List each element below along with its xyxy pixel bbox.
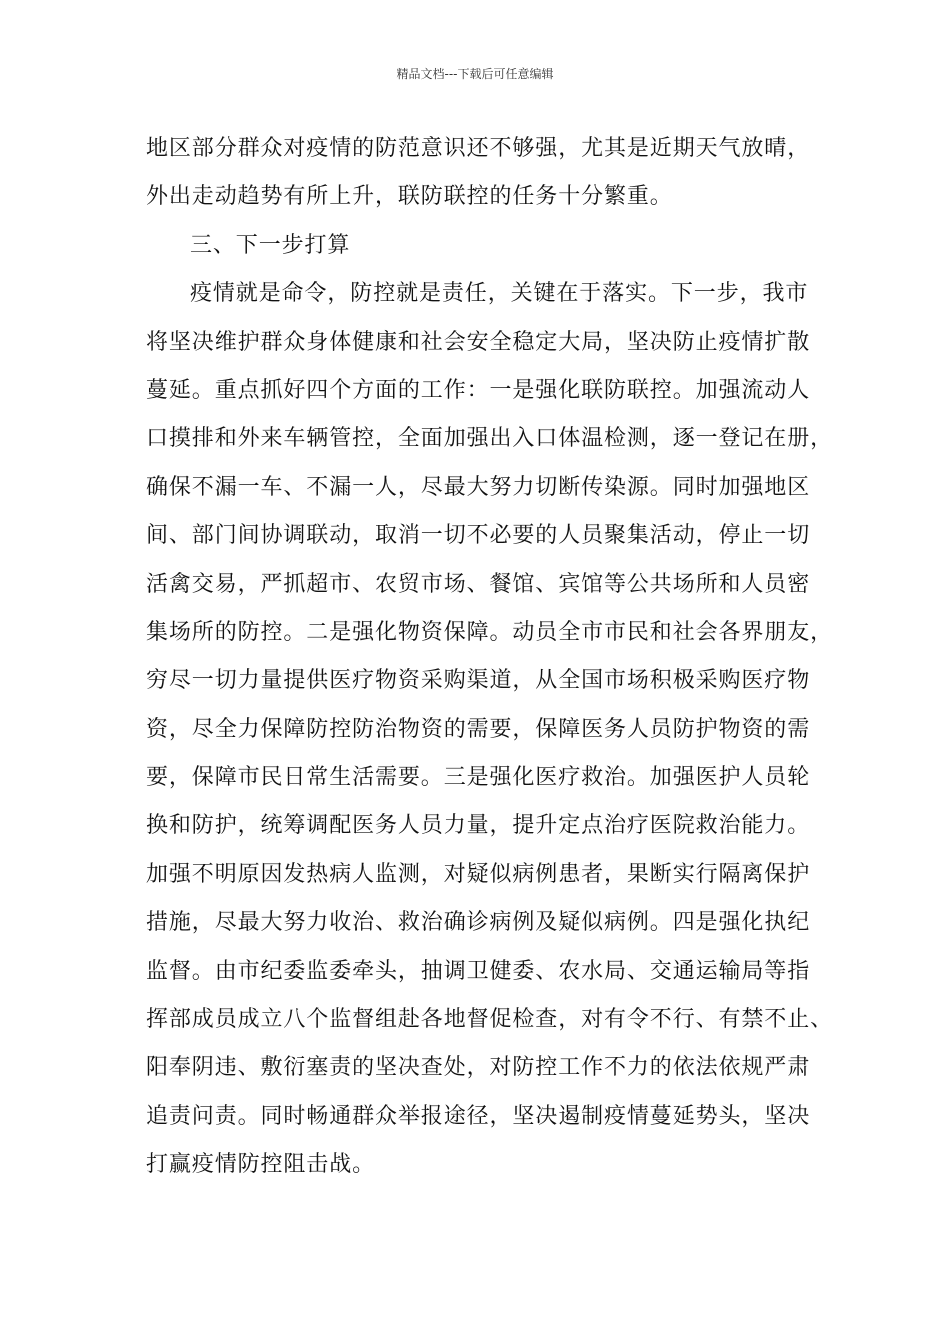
paragraph-line: 打赢疫情防控阻击战。 bbox=[146, 1152, 376, 1178]
paragraph-line: 地区部分群众对疫情的防范意识还不够强，尤其是近期天气放晴， bbox=[146, 136, 811, 161]
paragraph-line: 资，尽全力保障防控防治物资的需要，保障医务人员防护物资的需 bbox=[146, 716, 811, 742]
paragraph-line: 蔓延。重点抓好四个方面的工作：一是强化联防联控。加强流动人 bbox=[146, 377, 811, 403]
paragraph-line: 活禽交易，严抓超市、农贸市场、餐馆、宾馆等公共场所和人员密 bbox=[146, 571, 811, 597]
paragraph-line: 将坚决维护群众身体健康和社会安全稳定大局，坚决防止疫情扩散 bbox=[146, 329, 811, 355]
paragraph-line: 疫情就是命令，防控就是责任，关键在于落实。下一步，我市 bbox=[190, 281, 809, 307]
paragraph-line: 追责问责。同时畅通群众举报途径，坚决遏制疫情蔓延势头，坚决 bbox=[146, 1103, 811, 1129]
paragraph-line: 外出走动趋势有所上升，联防联控的任务十分繁重。 bbox=[146, 184, 673, 210]
paragraph-line: 监督。由市纪委监委牵头，抽调卫健委、农水局、交通运输局等指 bbox=[146, 958, 811, 984]
paragraph-line: 间、部门间协调联动，取消一切不必要的人员聚集活动，停止一切 bbox=[146, 523, 811, 549]
section-heading: 三、下一步打算 bbox=[190, 232, 351, 258]
paragraph-line: 阳奉阴违、敷衍塞责的坚决查处，对防控工作不力的依法依规严肃 bbox=[146, 1055, 811, 1081]
paragraph-line: 换和防护，统筹调配医务人员力量，提升定点治疗医院救治能力。 bbox=[146, 813, 811, 839]
page-header: 精品文档---下载后可任意编辑 bbox=[396, 67, 554, 81]
paragraph-line: 确保不漏一车、不漏一人，尽最大努力切断传染源。同时加强地区 bbox=[146, 474, 811, 500]
paragraph-line: 集场所的防控。二是强化物资保障。动员全市市民和社会各界朋友， bbox=[146, 619, 834, 645]
paragraph-line: 措施，尽最大努力收治、救治确诊病例及疑似病例。四是强化执纪 bbox=[146, 910, 811, 936]
document-body bbox=[146, 131, 834, 1196]
paragraph-line: 加强不明原因发热病人监测，对疑似病例患者，果断实行隔离保护 bbox=[146, 861, 811, 887]
paragraph-line: 口摸排和外来车辆管控，全面加强出入口体温检测，逐一登记在册， bbox=[146, 426, 834, 452]
paragraph-line: 要，保障市民日常生活需要。三是强化医疗救治。加强医护人员轮 bbox=[146, 765, 811, 791]
paragraph-line: 挥部成员成立八个监督组赴各地督促检查，对有令不行、有禁不止、 bbox=[146, 1007, 834, 1033]
paragraph-line: 穷尽一切力量提供医疗物资采购渠道，从全国市场积极采购医疗物 bbox=[146, 668, 811, 694]
